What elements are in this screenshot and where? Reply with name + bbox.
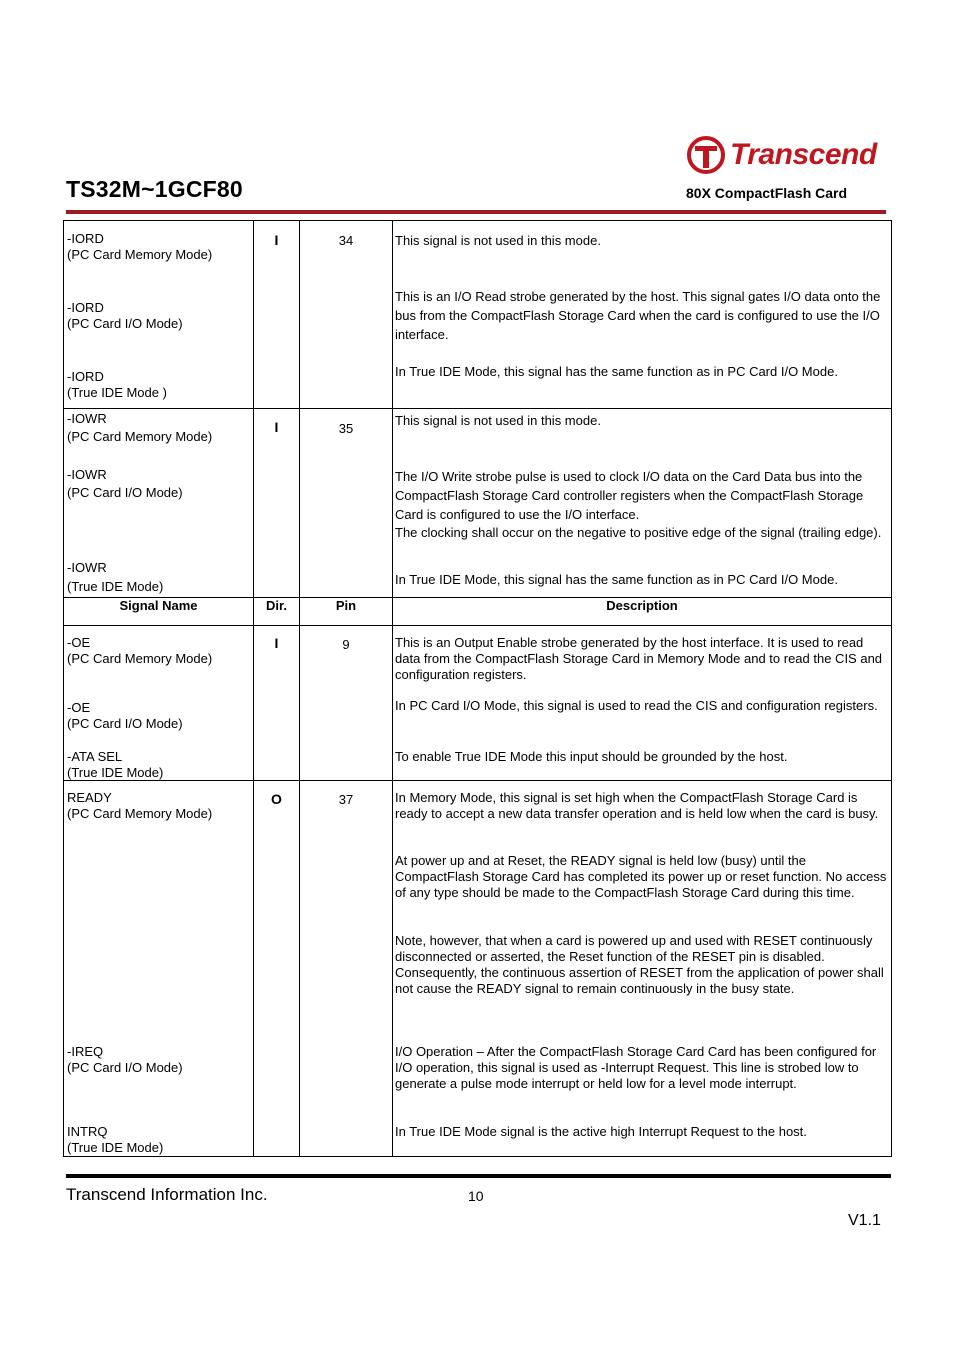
dir-cell (254, 409, 300, 598)
header-rule (66, 210, 886, 214)
table-row (64, 409, 892, 598)
signal-name: -OE (67, 635, 91, 650)
signal-mode: (PC Card I/O Mode) (67, 1060, 183, 1075)
description-paragraph: In True IDE Mode signal is the active high Interrupt Request to the host. (395, 1124, 807, 1139)
signal-direction: I (274, 635, 279, 651)
description-paragraph: The I/O Write strobe pulse is used to clock I/O data on the Card Data bus into the CompactFlash Storage Card controller registers when the CompactFlash Storage Card is configured to use the I/O interface. (395, 469, 864, 522)
description-paragraph: The clocking shall occur on the negative to positive edge of the signal (trailing edge). (395, 525, 882, 540)
table-row (64, 626, 892, 781)
column-header-signal-name: Signal Name (64, 598, 254, 626)
signal-mode: (True IDE Mode) (67, 765, 164, 780)
signal-name: -IORD (67, 369, 104, 384)
pin-number: 9 (342, 637, 350, 652)
signal-mode: (PC Card Memory Mode) (67, 247, 213, 262)
signal-name: -OE (67, 700, 91, 715)
signal-mode: (PC Card I/O Mode) (67, 316, 183, 331)
signal-name: -ATA SEL (67, 749, 123, 764)
product-subtitle: 80X CompactFlash Card (686, 185, 848, 201)
description-paragraph: In True IDE Mode, this signal has the same function as in PC Card I/O Mode. (395, 572, 838, 587)
signal-mode: (True IDE Mode) (67, 1140, 164, 1155)
description-cell (393, 221, 892, 409)
description-paragraph: This signal is not used in this mode. (395, 413, 601, 428)
column-header-row (64, 598, 892, 626)
signal-name: -IOWR (67, 467, 107, 482)
signal-mode: (True IDE Mode) (67, 579, 164, 594)
description-cell (393, 781, 892, 1157)
signal-mode: (PC Card Memory Mode) (67, 806, 213, 821)
description-paragraph: In PC Card I/O Mode, this signal is used to read the CIS and configuration registers. (395, 698, 878, 713)
signal-mode: (PC Card I/O Mode) (67, 716, 183, 731)
table-row (64, 781, 892, 1157)
signal-name: -IORD (67, 231, 104, 246)
pin-cell (300, 221, 393, 409)
description-paragraph: To enable True IDE Mode this input should be grounded by the host. (395, 749, 788, 764)
signal-name-cell (64, 409, 254, 598)
signal-name: INTRQ (67, 1124, 108, 1139)
document-title: TS32M~1GCF80 (66, 176, 243, 202)
signal-name: -IOWR (67, 560, 107, 575)
description-paragraph: I/O Operation – After the CompactFlash Storage Card Card has been configured for I/O operation, this signal is used as -Interrupt Request. This line is strobed low to generate a pulse mode interrupt or held low for a level mode interrupt. (395, 1044, 877, 1091)
logo-text: Transcend (730, 138, 877, 171)
signal-table (63, 220, 892, 1157)
dir-cell (254, 221, 300, 409)
footer-rule (66, 1174, 891, 1178)
signal-direction: I (274, 419, 279, 435)
transcend-logo (686, 134, 877, 176)
signal-name: -IORD (67, 300, 104, 315)
version-label: V1.1 (848, 1212, 881, 1229)
pin-number: 34 (338, 233, 354, 248)
signal-direction: I (274, 232, 279, 248)
pin-cell (300, 409, 393, 598)
table-row (64, 221, 892, 409)
pin-cell (300, 781, 393, 1157)
column-header-dir: Dir. (254, 598, 300, 626)
dir-cell (254, 781, 300, 1157)
column-header-pin: Pin (300, 598, 393, 626)
description-paragraph: This signal is not used in this mode. (395, 233, 601, 248)
signal-mode: (PC Card Memory Mode) (67, 651, 213, 666)
signal-mode: (PC Card I/O Mode) (67, 485, 183, 500)
pin-number: 35 (338, 421, 354, 436)
signal-name: -IOWR (67, 411, 107, 426)
description-cell (393, 626, 892, 781)
description-paragraph: At power up and at Reset, the READY signal is held low (busy) until the CompactFlash Storage Card has completed its power up or reset function. No access of any type should be made to the CompactFlash Storage Card during this time. (395, 853, 887, 900)
signal-mode: (PC Card Memory Mode) (67, 429, 213, 444)
description-paragraph: In Memory Mode, this signal is set high when the CompactFlash Storage Card is ready to accept a new data transfer operation and is held low when the card is busy. (395, 790, 879, 821)
signal-name: READY (67, 790, 112, 805)
description-paragraph: This is an Output Enable strobe generated by the host interface. It is used to read data from the CompactFlash Storage Card in Memory Mode and to read the CIS and configuration registers. (395, 635, 883, 682)
logo-mark-icon (686, 135, 726, 175)
signal-mode: (True IDE Mode ) (67, 385, 167, 400)
pin-cell (300, 626, 393, 781)
description-cell (393, 409, 892, 598)
column-header-description: Description (393, 598, 892, 626)
signal-direction: O (271, 791, 282, 807)
pin-number: 37 (338, 792, 354, 807)
description-paragraph: Note, however, that when a card is powered up and used with RESET continuously disconnected or asserted, the Reset function of the RESET pin is disabled. Consequently, the continuous assertion of RESET from the application of power shall not cause the READY signal to remain continuously in the busy state. (395, 933, 884, 996)
footer-company: Transcend Information Inc. (66, 1185, 268, 1204)
dir-cell (254, 626, 300, 781)
signal-name: -IREQ (67, 1044, 104, 1059)
signal-name-cell (64, 626, 254, 781)
signal-name-cell (64, 221, 254, 409)
page-number: 10 (468, 1188, 484, 1204)
signal-name-cell (64, 781, 254, 1157)
description-paragraph: In True IDE Mode, this signal has the same function as in PC Card I/O Mode. (395, 364, 838, 379)
description-paragraph: This is an I/O Read strobe generated by the host. This signal gates I/O data onto the bus from the CompactFlash Storage Card when the card is configured to use the I/O interface. (395, 289, 881, 342)
